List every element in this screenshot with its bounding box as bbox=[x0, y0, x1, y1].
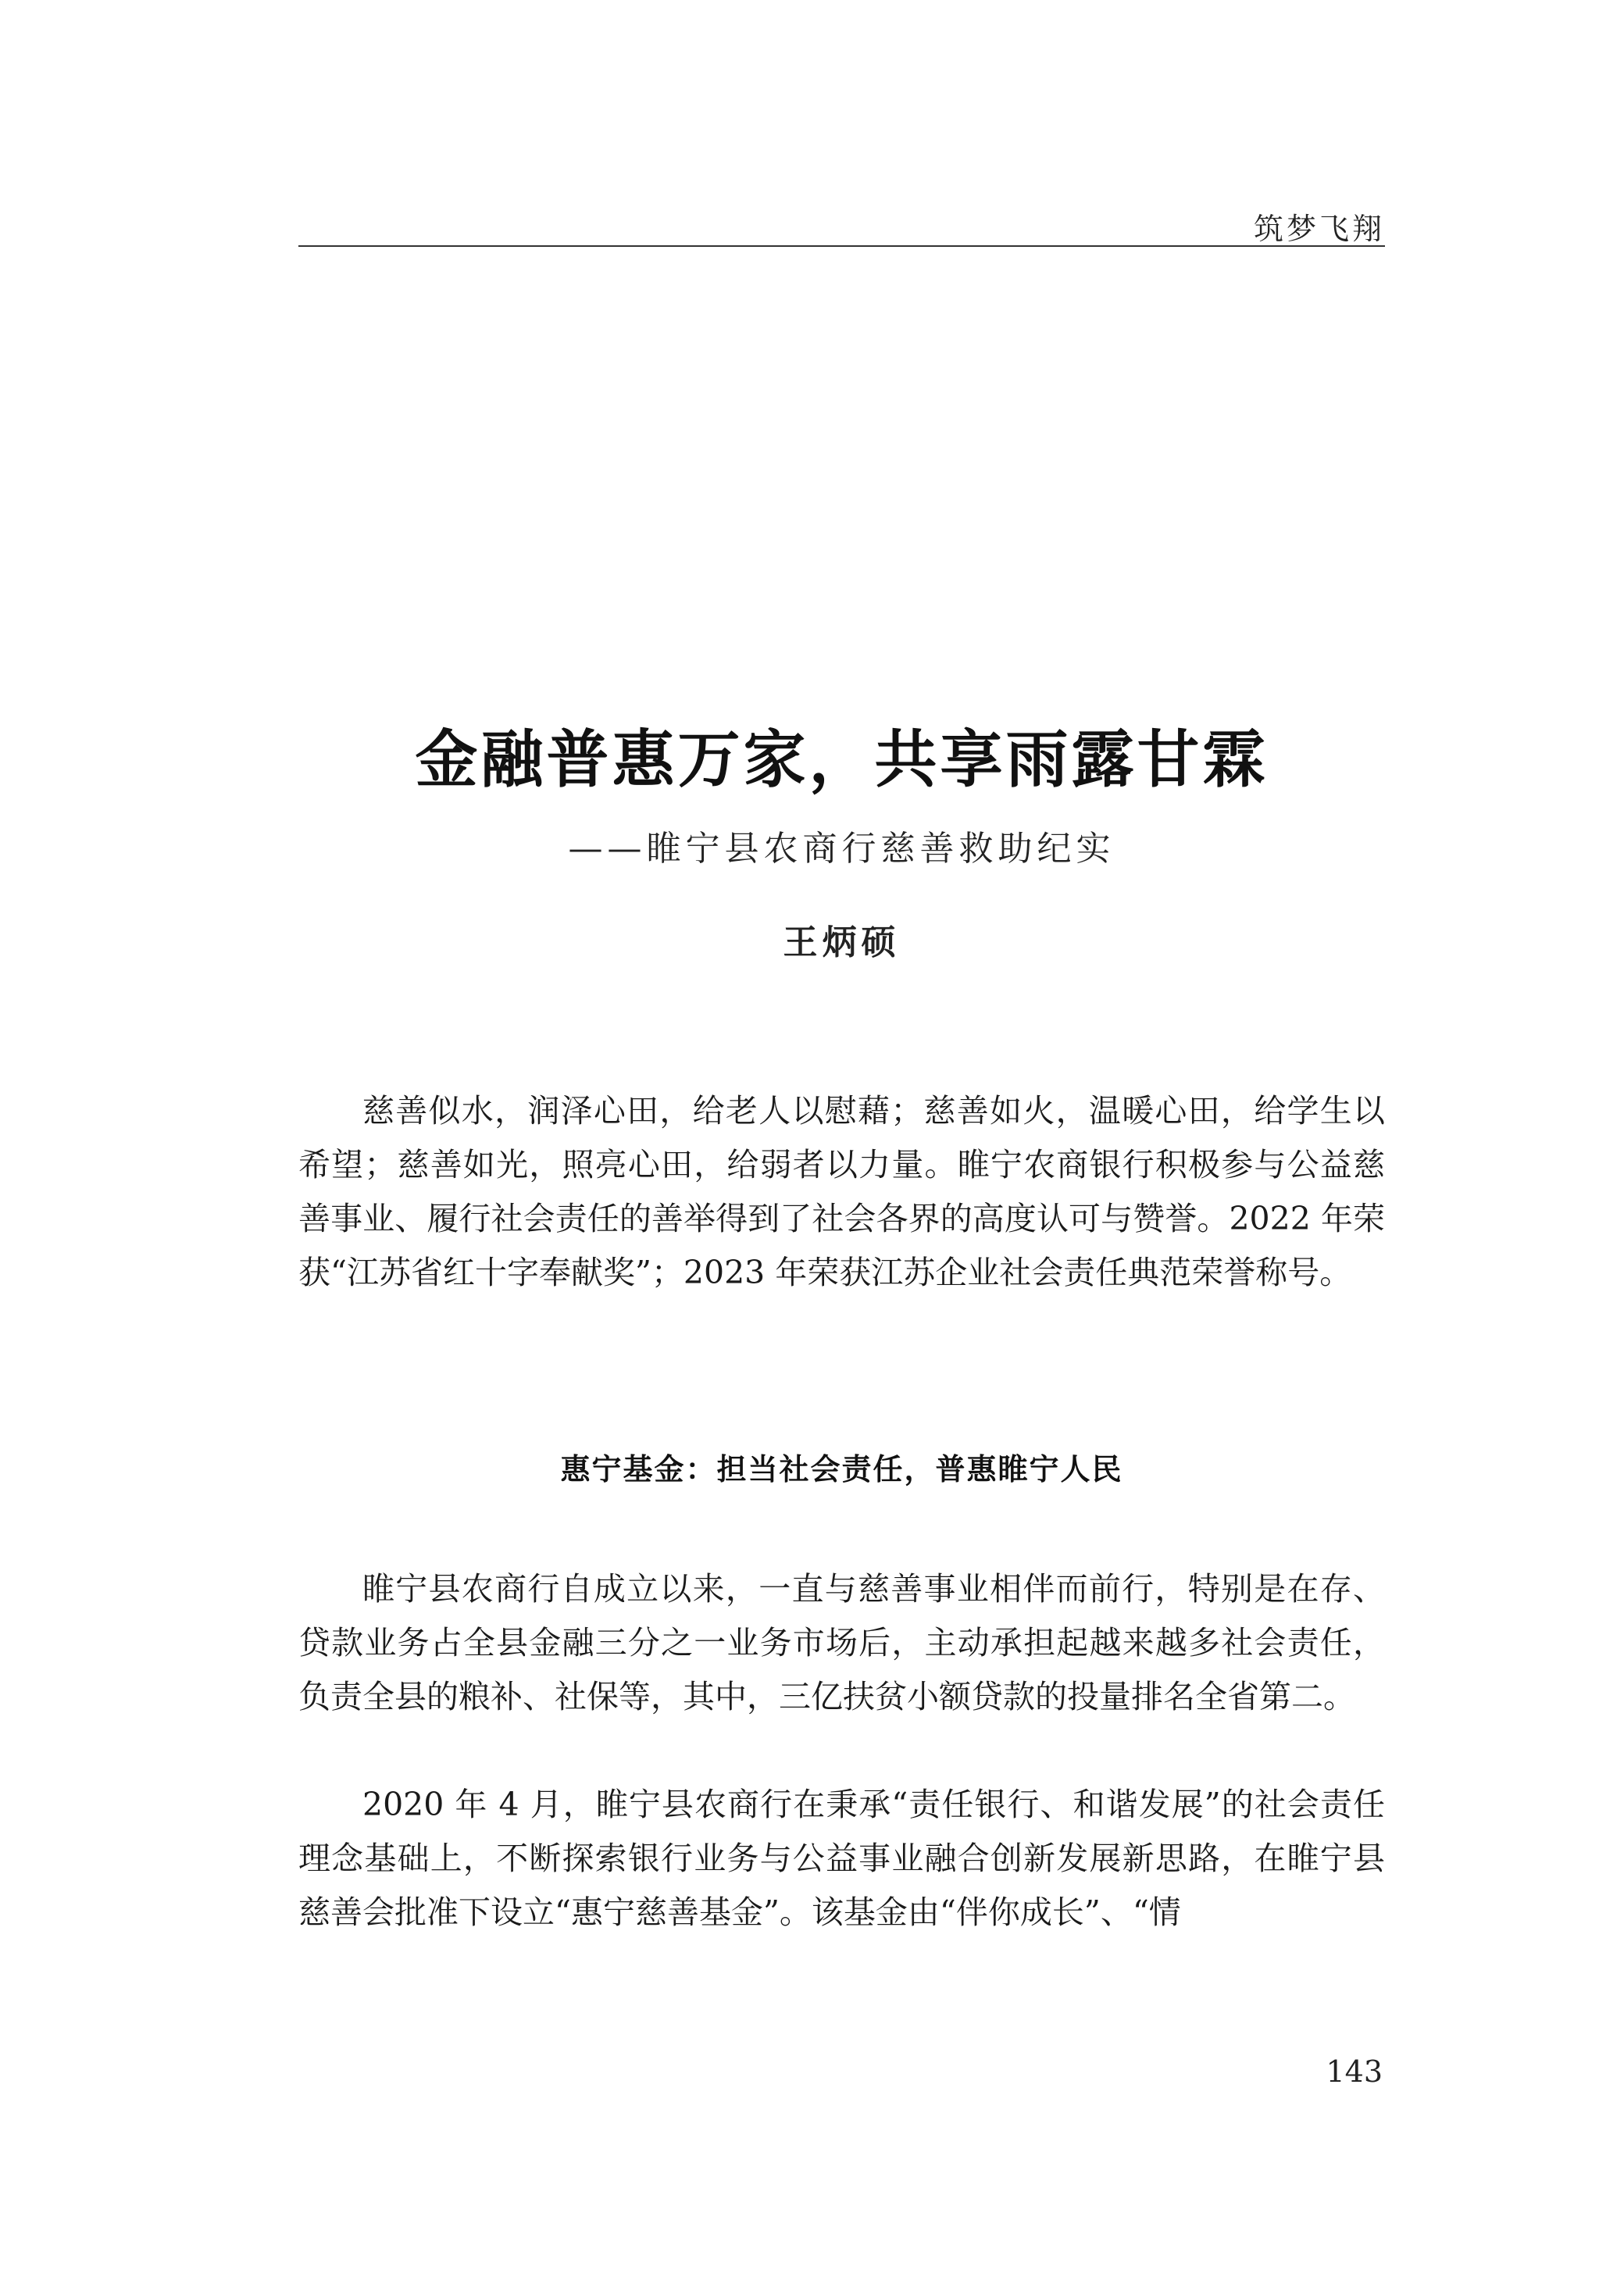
section-heading: 惠宁基金：担当社会责任，普惠睢宁人民 bbox=[560, 1452, 1123, 1487]
article-title: 金融普惠万家，共享雨露甘霖 bbox=[415, 723, 1269, 796]
body-paragraph-2: 2020 年 4 月，睢宁县农商行在秉承“责任银行、和谐发展”的社会责任理念基础上，不断探索银行业务与公益事业融合创新发展新思路，在睢宁县慈善会批准下设立“惠宁慈善基金”。该基金由“伴你成长”、“情 bbox=[298, 1786, 1385, 1931]
article-subtitle: ——睢宁县农商行慈善救助纪实 bbox=[568, 829, 1115, 869]
page-number: 143 bbox=[1326, 2054, 1383, 2089]
running-head: 筑梦飞翔 bbox=[1253, 212, 1385, 246]
body-paragraph-1: 睢宁县农商行自成立以来，一直与慈善事业相伴而前行，特别是在存、贷款业务占全县金融三分之一业务市场后，主动承担起越来越多社会责任，负责全县的粮补、社保等，其中，三亿扶贫小额贷款的投量排名全省第二。 bbox=[298, 1570, 1385, 1715]
article-author: 王炳硕 bbox=[783, 923, 901, 962]
header-rule bbox=[298, 245, 1385, 247]
intro-paragraph: 慈善似水，润泽心田，给老人以慰藉；慈善如火，温暖心田，给学生以希望；慈善如光，照亮心田，给弱者以力量。睢宁农商银行积极参与公益慈善事业、履行社会责任的善举得到了社会各界的高度认可与赞誉。2022 年荣获“江苏省红十字奉献奖”；2023 年荣获江苏企业社会责任典范荣誉称号。 bbox=[298, 1092, 1385, 1291]
